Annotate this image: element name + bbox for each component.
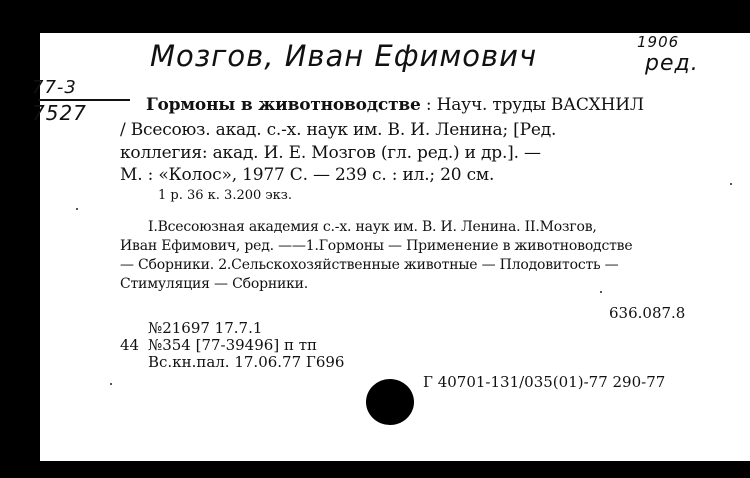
speck bbox=[730, 183, 732, 185]
subject-line-3: — Сборники. 2.Сельскохозяйственные животные — Плодовитость — bbox=[120, 257, 619, 273]
handwritten-note: 1906 bbox=[637, 33, 680, 51]
record-line-1: №21697 17.7.1 bbox=[148, 319, 263, 337]
speck bbox=[76, 208, 78, 210]
catalog-card bbox=[32, 33, 750, 461]
speck bbox=[110, 383, 112, 385]
handwritten-role: ред. bbox=[645, 51, 699, 76]
subject-line-2: Иван Ефимович, ред. ——1.Гормоны — Применение в животноводстве bbox=[120, 238, 633, 254]
call-number-bottom: 7527 bbox=[32, 101, 87, 125]
call-number-top: 77-3 bbox=[32, 77, 77, 98]
book-title: Гормоны в животноводстве bbox=[146, 95, 421, 115]
record-line-3: Вс.кн.пал. 17.06.77 Г696 bbox=[148, 353, 345, 371]
udc-code: 636.087.8 bbox=[609, 304, 686, 322]
price-line: 1 р. 36 к. 3.200 экз. bbox=[158, 188, 293, 203]
title-line bbox=[146, 95, 644, 115]
handwritten-author: Мозгов, Иван Ефимович bbox=[150, 39, 538, 73]
subject-line-1: I.Всесоюзная академия с.-х. наук им. В. И. Ленина. II.Мозгов, bbox=[148, 219, 597, 235]
record-line-2: №354 [77-39496] п тп bbox=[148, 336, 317, 354]
subject-line-4: Стимуляция — Сборники. bbox=[120, 276, 309, 292]
record-line-2-prefix: 44 bbox=[120, 336, 140, 354]
title-rest: : Науч. труды ВАСХНИЛ bbox=[425, 95, 644, 115]
description-line-4: М. : «Колос», 1977 С. — 239 с. : ил.; 20 см. bbox=[120, 165, 495, 185]
punch-hole bbox=[366, 379, 414, 425]
catalog-code: Г 40701-131/035(01)-77 290-77 bbox=[423, 373, 666, 391]
speck bbox=[600, 291, 602, 293]
description-line-3: коллегия: акад. И. Е. Мозгов (гл. ред.) и др.]. — bbox=[120, 143, 541, 163]
description-line-2: / Всесоюз. акад. с.-х. наук им. В. И. Ленина; [Ред. bbox=[120, 120, 557, 140]
